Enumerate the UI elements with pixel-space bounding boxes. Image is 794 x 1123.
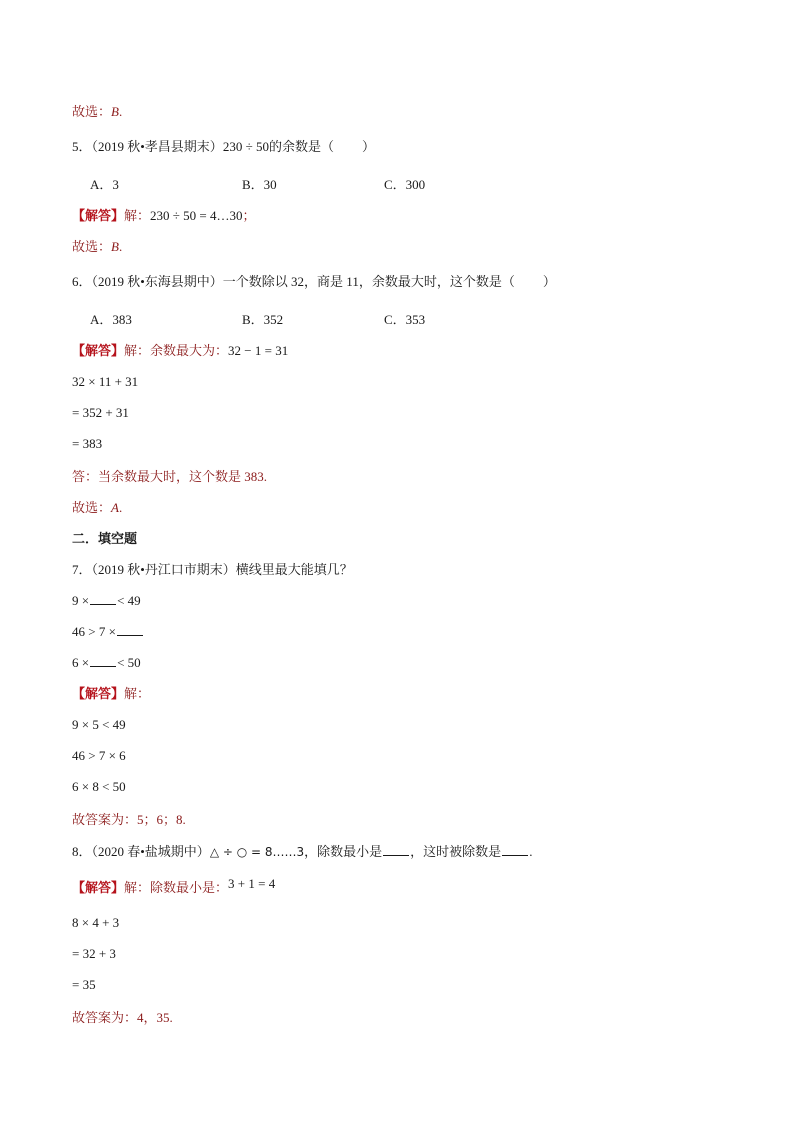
- fill-blank: [90, 592, 116, 605]
- q6-step-2: = 352 + 31: [72, 405, 129, 420]
- fill-blank: [117, 623, 143, 636]
- q5-question: 的余数是（: [268, 139, 334, 154]
- q8-question-b: ，这时被除数是: [410, 844, 502, 859]
- q8-step-3: = 35: [72, 977, 96, 992]
- q8-step-1: 8 × 4 + 3: [72, 915, 120, 930]
- q6-option-c: C．353: [384, 312, 426, 327]
- q6-option-a: A．383: [90, 312, 132, 327]
- section-title: 二．填空题: [72, 531, 138, 546]
- fill-blank: [383, 843, 409, 856]
- fill-blank: [502, 843, 528, 856]
- q6-choose-line: [72, 499, 122, 517]
- choose-end: .: [118, 500, 123, 515]
- q7-final: 故答案为：5；6；8.: [72, 812, 186, 827]
- choose-end: .: [118, 104, 123, 119]
- blank-left: 6 ×: [72, 655, 90, 670]
- q5-source: 5．（2019 秋•孝昌县期末）: [72, 139, 223, 154]
- answer-end: ；: [242, 208, 256, 223]
- blank-left: 9 ×: [72, 593, 90, 608]
- q8-stem: [72, 843, 532, 861]
- q5-choose-line: [72, 238, 122, 256]
- q6-stem: [72, 273, 556, 291]
- answer-tag: 【解答】: [72, 343, 125, 358]
- choose-label: 故选：: [72, 104, 112, 119]
- choose-end: .: [118, 239, 123, 254]
- choose-label: 故选：: [72, 500, 112, 515]
- q7-stem: 7．（2019 秋•丹江口市期末）横线里最大能填几？: [72, 562, 353, 577]
- choose-answer: B: [111, 104, 119, 119]
- answer-text: 解：: [124, 208, 151, 223]
- choose-answer: B: [111, 239, 119, 254]
- q6-step-3: = 383: [72, 436, 103, 451]
- q6-step-1: 32 × 11 + 31: [72, 374, 139, 389]
- answer-text: 解：除数最小是：: [124, 880, 229, 895]
- answer-expression: 32 − 1 = 31: [228, 343, 289, 358]
- q5-expression: 230 ÷ 50: [222, 139, 269, 154]
- q5-answer: [72, 207, 256, 225]
- q8-answer: [72, 876, 276, 897]
- choose-label: 故选：: [72, 239, 112, 254]
- q6-question: 6．（2019 秋•东海县期中）一个数除以 32，商是 11，余数最大时，这个数是（: [72, 274, 515, 289]
- q7-blank-row-1: [72, 592, 141, 610]
- q6-answer: [72, 342, 288, 360]
- answer-expression: 230 ÷ 50 = 4…30: [150, 208, 243, 223]
- q6-option-b: B．352: [242, 312, 284, 327]
- blank-left: 46 > 7 ×: [72, 624, 116, 639]
- q7-blank-row-3: [72, 654, 141, 672]
- q5-option-b: B．30: [242, 177, 277, 192]
- q8-end: .: [529, 844, 533, 859]
- q6-conclusion: 答：当余数最大时，这个数是 383.: [72, 469, 268, 484]
- q8-expression: △ ÷ ○ = 8……3: [209, 845, 305, 859]
- q7-blank-row-2: [72, 623, 144, 641]
- q8-question-a: ，除数最小是: [304, 844, 383, 859]
- answer-tag: 【解答】: [72, 686, 125, 701]
- q7-step-1: 9 × 5 < 49: [72, 717, 126, 732]
- choose-answer: A: [111, 500, 119, 515]
- q8-source: 8．（2020 春•盐城期中）: [72, 844, 210, 859]
- answer-expression: 3 + 1 = 4: [228, 876, 276, 891]
- fill-blank: [90, 654, 116, 667]
- q8-final: 故答案为：4，35.: [72, 1010, 173, 1025]
- blank-right: < 50: [117, 655, 141, 670]
- q5-option-c: C．300: [384, 177, 426, 192]
- q7-step-3: 6 × 8 < 50: [72, 779, 126, 794]
- q5-stem: [72, 138, 375, 156]
- q5-option-a: A．3: [90, 177, 119, 192]
- q4-choose-line: [72, 103, 122, 121]
- q7-step-2: 46 > 7 × 6: [72, 748, 126, 763]
- q8-step-2: = 32 + 3: [72, 946, 116, 961]
- answer-tag: 【解答】: [72, 208, 125, 223]
- q6-paren-close: ）: [542, 274, 556, 289]
- answer-text: 解：余数最大为：: [124, 343, 229, 358]
- q5-paren-close: ）: [361, 139, 375, 154]
- q7-answer: [72, 685, 150, 703]
- answer-tag: 【解答】: [72, 880, 125, 895]
- answer-text: 解：: [124, 686, 151, 701]
- blank-right: < 49: [117, 593, 141, 608]
